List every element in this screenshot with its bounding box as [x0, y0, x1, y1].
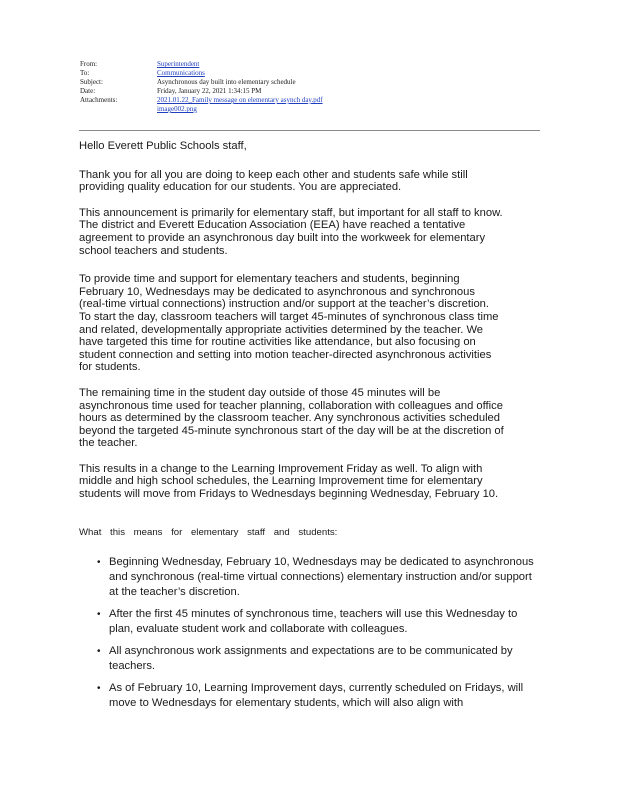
attachment-pdf-link[interactable]: 2021.01.22_Family message on elementary asynch day.pdf: [157, 96, 323, 104]
announcement-line: The district and Everett Education Association (EEA) have reached a tentative: [79, 219, 466, 232]
list-item: • Beginning Wednesday, February 10, Wednesdays may be dedicated to asynchronous and synchronous (real-time virtual connections) elementary instruction and/or support at the teacher’s discretion.: [109, 555, 539, 600]
remaining-time-line: asynchronous time used for teacher planning, collaboration with colleagues and office: [79, 399, 503, 412]
email-body: [79, 140, 569, 718]
thanks-line: providing quality education for our students. You are appreciated.: [79, 181, 402, 194]
announcement-line: This announcement is primarily for elementary staff, but important for all staff to know.: [79, 206, 503, 219]
subject-label: Subject:: [80, 78, 103, 86]
results-line: middle and high school schedules, the Learning Improvement time for elementary: [79, 475, 483, 488]
list-item: • All asynchronous work assignments and expectations are to be communicated by teachers.: [109, 644, 539, 674]
to-row: [80, 69, 540, 78]
provide-time-line: for students.: [79, 361, 141, 374]
results-line: This results in a change to the Learning Improvement Friday as well. To align with: [79, 462, 483, 475]
to-link[interactable]: Communications: [157, 69, 205, 77]
email-header: [80, 60, 540, 114]
remaining-time-paragraph: [79, 387, 569, 463]
remaining-time-line: beyond the targeted 45-minute synchronous start of the day will be at the discretion of: [79, 424, 504, 437]
attachments-label: Attachments:: [80, 96, 118, 104]
list-item: • As of February 10, Learning Improvement days, currently scheduled on Fridays, will move to Wednesdays for elementary students, which will also align with: [109, 681, 539, 711]
results-paragraph: [79, 463, 569, 501]
thanks-line: Thank you for all you are doing to keep each other and students safe while still: [79, 168, 468, 181]
announcement-line: school teachers and students.: [79, 244, 228, 257]
attachment-image-link[interactable]: image002.png: [157, 105, 197, 113]
remaining-time-line: The remaining time in the student day outside of those 45 minutes will be: [79, 386, 441, 399]
subject-value: Asynchronous day built into elementary schedule: [157, 78, 296, 86]
placeholder-glyph: [79, 374, 569, 387]
date-label: Date:: [80, 87, 96, 95]
remaining-time-line: hours as determined by the classroom teacher. Any synchronous activities scheduled: [79, 412, 500, 425]
bullet-list: [79, 555, 539, 711]
thanks-paragraph: [79, 169, 569, 194]
provide-time-line: (real-time virtual connections) instruction and/or support at the teacher’s discretion.: [79, 298, 489, 311]
attachments-list: [157, 96, 540, 114]
subject-row: [80, 78, 540, 87]
provide-time-line: February 10, Wednesdays may be dedicated to asynchronous and synchronous: [79, 285, 475, 298]
results-line: students will move from Fridays to Wednesdays beginning Wednesday, February 10.: [79, 488, 499, 501]
provide-time-paragraph: [79, 273, 569, 387]
from-link[interactable]: Superintendent: [157, 60, 200, 68]
remaining-time-line: the teacher.: [79, 437, 138, 450]
from-label: From:: [80, 60, 98, 68]
list-item: • After the first 45 minutes of synchronous time, teachers will use this Wednesday to plan, evaluate student work and collaborate with colleagues.: [109, 607, 539, 637]
section-subheading: What this means for elementary staff and students:: [79, 526, 338, 538]
announcement-paragraph: [79, 207, 569, 257]
provide-time-line: To provide time and support for elementary teachers and students, beginning: [79, 273, 460, 286]
provide-time-line: have targeted this time for routine activities like attendance, but also focusing on: [79, 336, 476, 349]
date-value: Friday, January 22, 2021 1:34:15 PM: [157, 87, 262, 95]
announcement-line: agreement to provide an asynchronous day built into the workweek for elementary: [79, 231, 486, 244]
header-divider: [79, 130, 540, 131]
provide-time-line: student connection and setting into motion teacher-directed asynchronous activities: [79, 348, 492, 361]
placeholder-glyph: [79, 450, 569, 463]
attachments-row: [80, 96, 540, 114]
from-row: [80, 60, 540, 69]
to-label: To:: [80, 69, 90, 77]
greeting: Hello Everett Public Schools staff,: [79, 140, 247, 152]
provide-time-line: and related, developmentally appropriate activities determined by the teacher. We: [79, 323, 484, 336]
provide-time-line: To start the day, classroom teachers will target 45-minutes of synchronous class time: [79, 310, 499, 323]
date-row: [80, 87, 540, 96]
